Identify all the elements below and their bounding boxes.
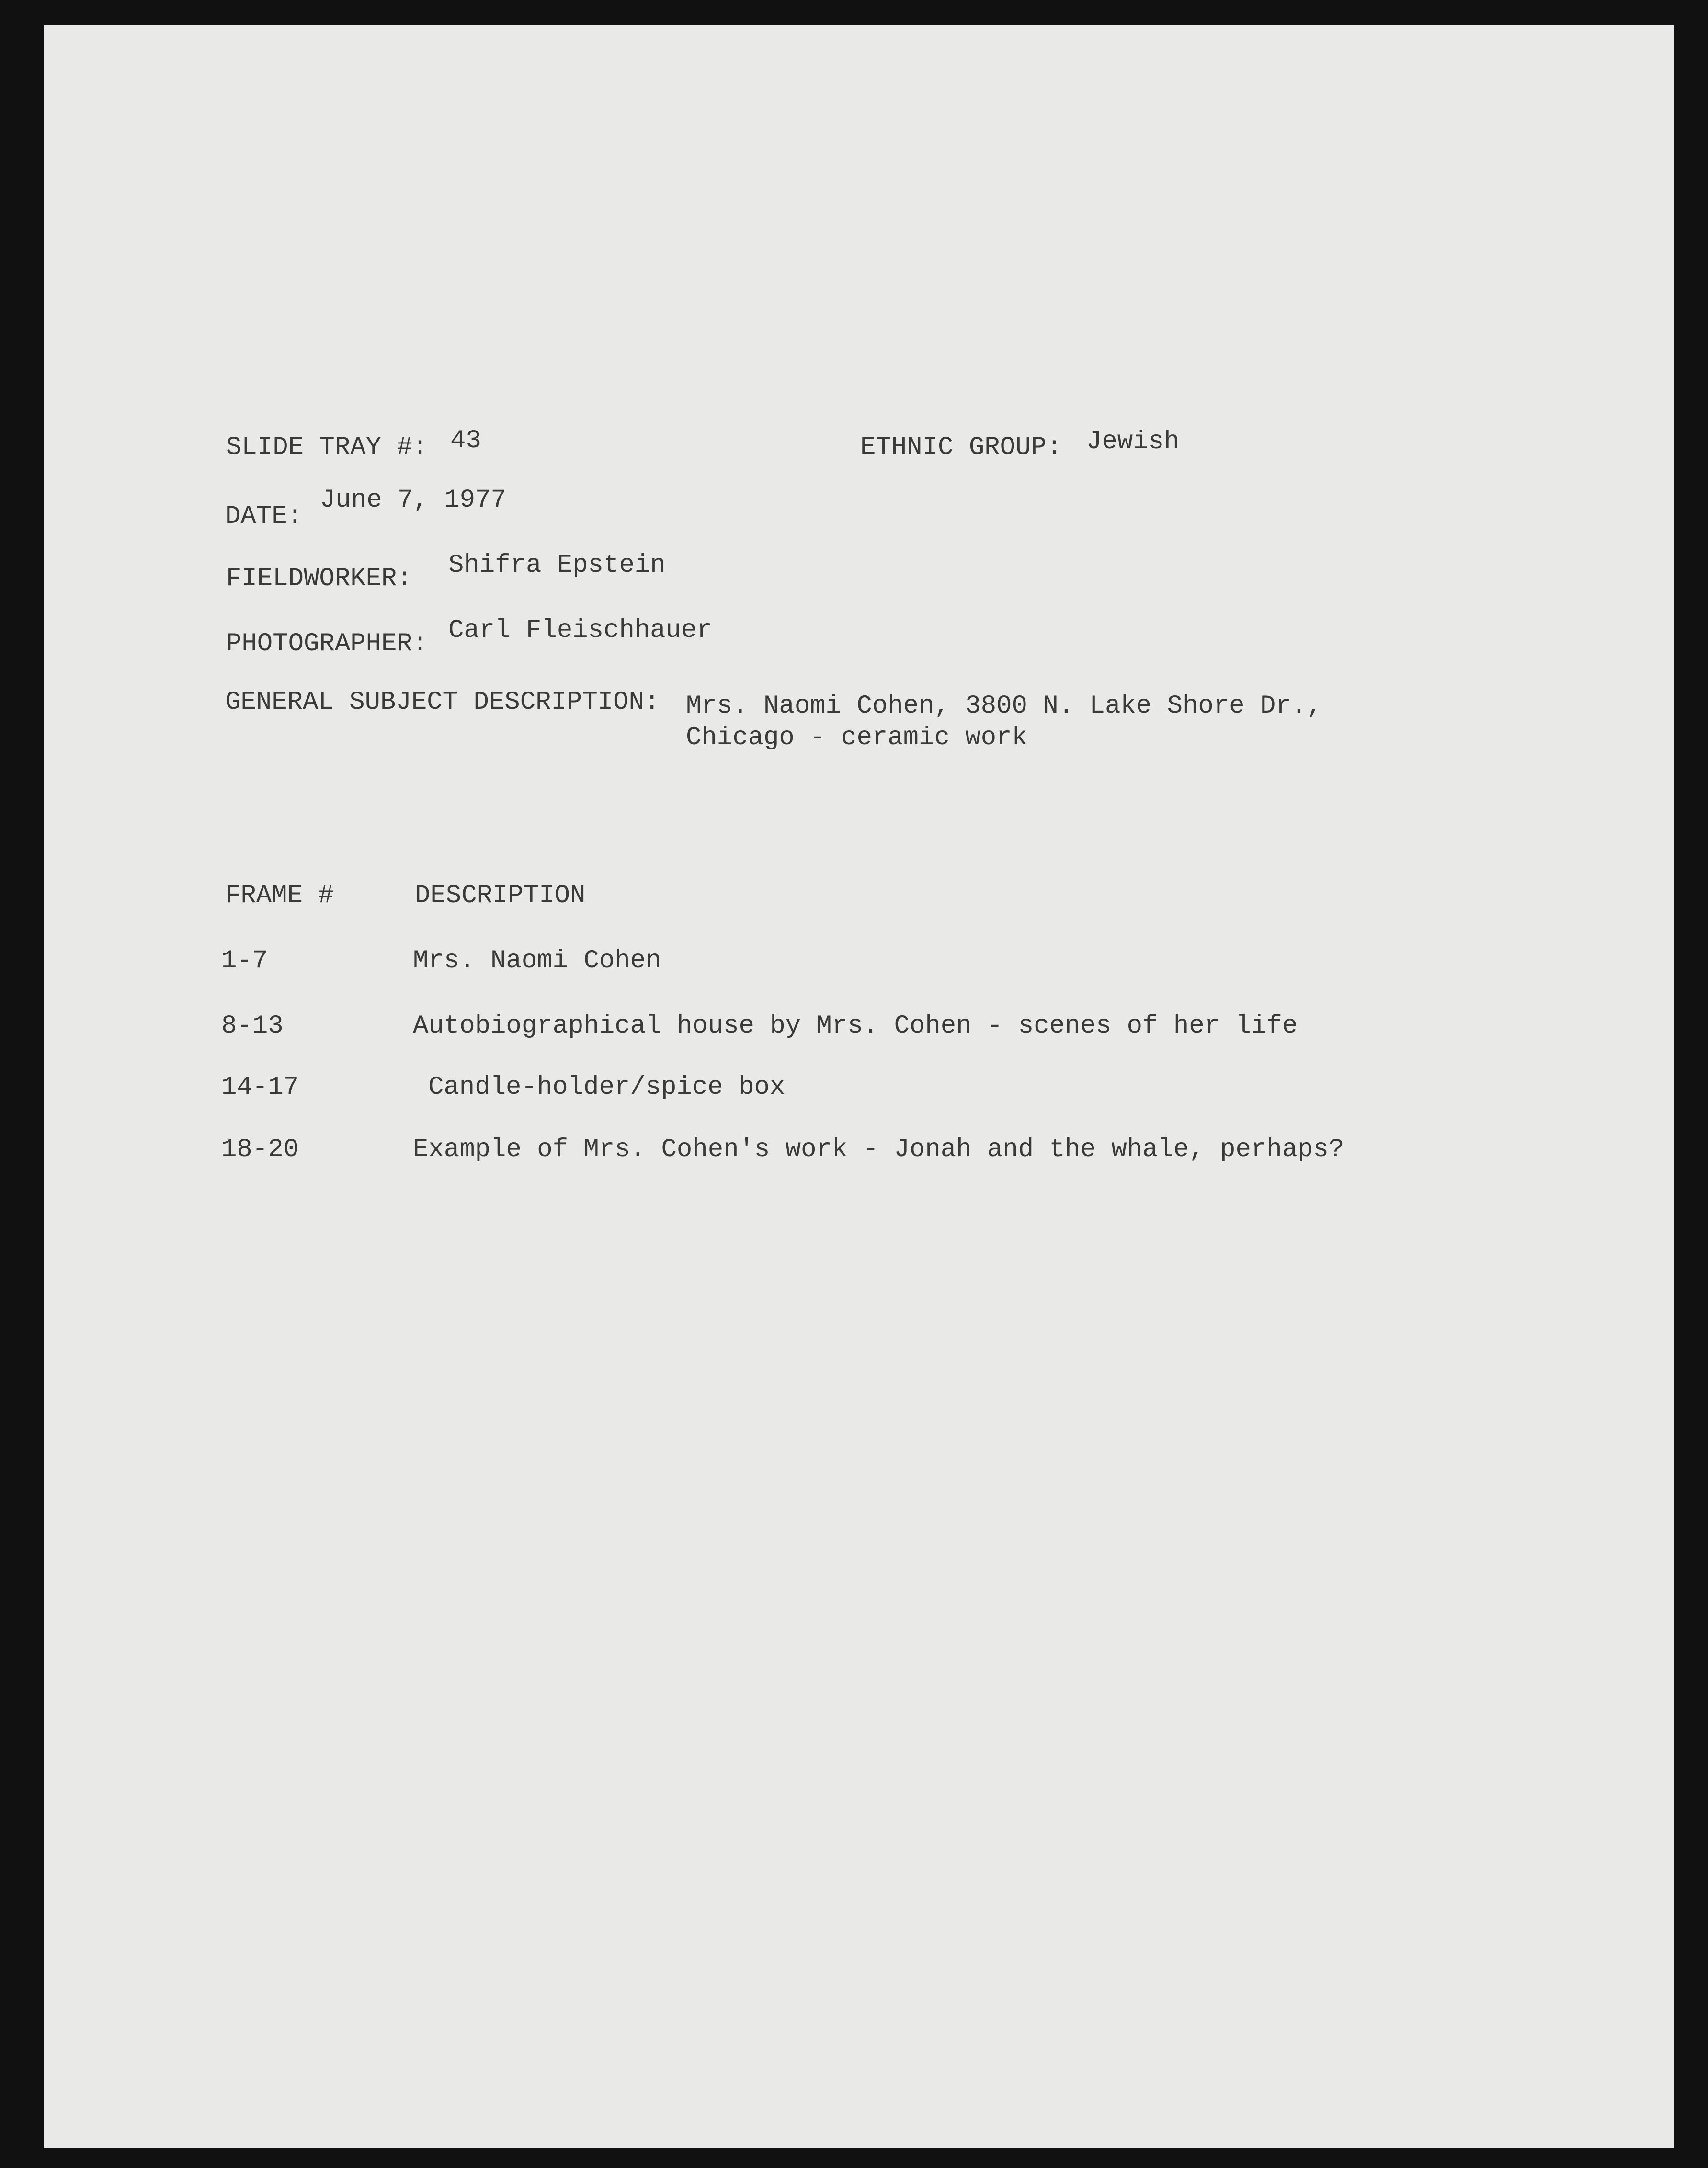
column-header-description: DESCRIPTION [415,881,586,910]
frame-row-2-description: Autobiographical house by Mrs. Cohen - scenes of her life [413,1011,1298,1041]
photographer-value: Carl Fleischhauer [448,616,712,645]
frame-row-3-frame: 14-17 [221,1073,299,1102]
frame-row-4-frame: 18-20 [221,1135,299,1164]
general-subject-label: GENERAL SUBJECT DESCRIPTION: [225,688,660,717]
document-page [44,25,1674,2148]
photographer-label: PHOTOGRAPHER: [226,629,428,658]
slide-tray-label: SLIDE TRAY #: [226,433,428,462]
frame-row-1-description: Mrs. Naomi Cohen [413,946,661,976]
general-subject-line-1: Mrs. Naomi Cohen, 3800 N. Lake Shore Dr., [686,692,1322,721]
date-value: June 7, 1977 [320,486,506,515]
frame-row-2-frame: 8-13 [221,1011,284,1041]
general-subject-line-2: Chicago - ceramic work [686,723,1027,752]
frame-row-1-frame: 1-7 [221,946,268,976]
ethnic-group-label: ETHNIC GROUP: [860,433,1062,462]
fieldworker-label: FIELDWORKER: [226,564,412,593]
slide-tray-value: 43 [450,426,481,455]
ethnic-group-value: Jewish [1086,427,1180,456]
frame-row-4-description: Example of Mrs. Cohen's work - Jonah and the whale, perhaps? [413,1135,1344,1164]
date-label: DATE: [225,502,303,531]
fieldworker-value: Shifra Epstein [448,551,666,580]
frame-row-3-description: Candle-holder/spice box [428,1073,786,1102]
column-header-frame: FRAME # [225,881,334,910]
